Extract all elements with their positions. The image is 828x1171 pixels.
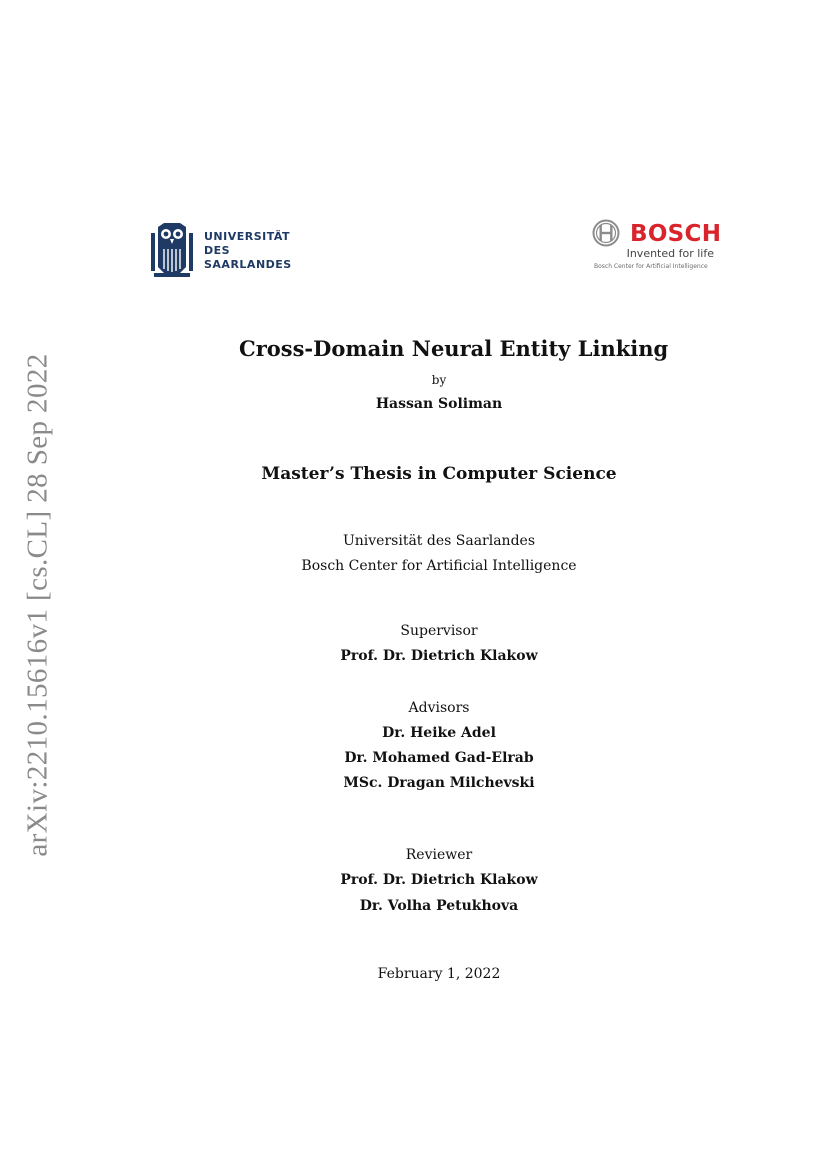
advisors-label: Advisors [408, 700, 470, 716]
university-name-line3: SAARLANDES [204, 258, 292, 271]
author-name: Hassan Soliman [375, 396, 503, 412]
thesis-type: Master’s Thesis in Computer Science [261, 464, 617, 484]
thesis-title: Cross-Domain Neural Entity Linking [239, 336, 669, 361]
reviewer-label: Reviewer [405, 847, 473, 863]
advisor-name: MSc. Dragan Milchevski [343, 775, 535, 791]
reviewer-name: Dr. Volha Petukhova [359, 898, 519, 914]
supervisor-label: Supervisor [400, 623, 478, 639]
advisor-name: Dr. Mohamed Gad-Elrab [344, 750, 534, 766]
institution-university: Universität des Saarlandes [342, 533, 536, 549]
by-label: by [431, 373, 447, 387]
advisor-name: Dr. Heike Adel [382, 725, 496, 741]
university-name-line1: UNIVERSITÄT [204, 230, 291, 243]
thesis-date: February 1, 2022 [377, 966, 501, 982]
reviewer-name: Prof. Dr. Dietrich Klakow [340, 872, 538, 888]
university-name-line2: DES [204, 244, 231, 257]
university-logo [150, 222, 292, 280]
institution-bosch: Bosch Center for Artificial Intelligence [301, 558, 577, 574]
bosch-logo [592, 219, 722, 275]
bosch-center-name: Bosch Center for Artificial Intelligence [594, 263, 708, 270]
bosch-tagline: Invented for life [626, 247, 714, 260]
university-name [204, 230, 292, 272]
bosch-wordmark: BOSCH [630, 221, 722, 247]
supervisor-name: Prof. Dr. Dietrich Klakow [340, 648, 538, 664]
owl-crest-icon [150, 223, 194, 279]
arxiv-stamp: arXiv:2210.15616v1 [cs.CL] 28 Sep 2022 [21, 353, 54, 857]
bosch-armature-icon [592, 219, 620, 247]
